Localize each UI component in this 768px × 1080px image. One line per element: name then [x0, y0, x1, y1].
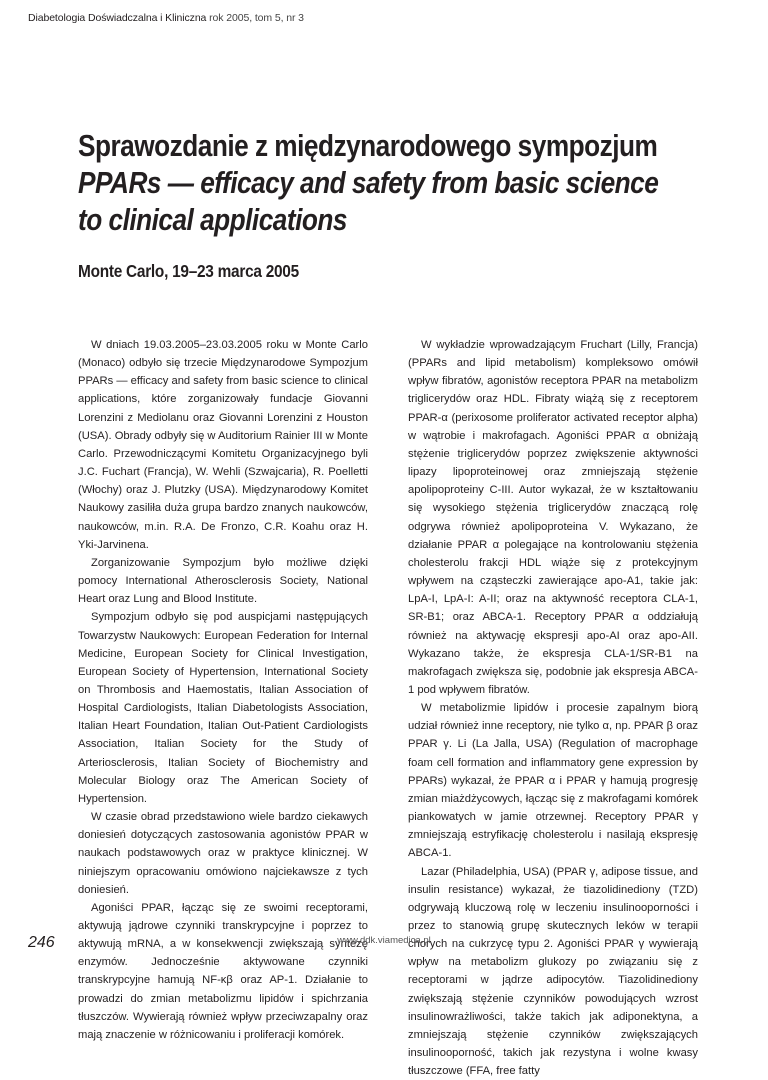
right-column: [408, 336, 698, 1080]
paragraph: W wykładzie wprowadzającym Fruchart (Lilly, Francja) (PPARs and lipid metabolism) kompleksowo omówił wpływ fibratów, agonistów receptora PPAR na metabolizm triglicerydów oraz HDL. Fibraty wiążą się z receptorem PPAR-α (perixosome proliferator activated receptor alpha) w wątrobie i makrofagach. Agoniści PPAR α obniżają stężenie triglicerydów poprzez zwiększenie aktywności lipazy lipoproteinowej oraz zmniejszają stężenie apolipoproteiny C-III. Autor wykazał, że w kształtowaniu się wysokiego stężenia triglicerydów znaczącą rolę odgrywa również apolipoproteina V. Wykazano, że działanie PPAR α polegające na kontrolowaniu stężenia cholesterolu frakcji HDL wiąże się z protekcyjnym wpływem na cząsteczki zawierające apo-A1, takie jak: LpA-I, LpA-I: A-II; oraz na aktywność receptora CLA-1, SR-B1; oraz ABCA-1. Receptory PPAR α oddziałują również na aktywację ekspresji apo-AI oraz apo-AII. Wykazano także, że ekspresja CLA-1/SR-B1 na makrofagach zwiększa się, podobnie jak ekspresja ABCA-1 pod wpływem fibratów.: [408, 339, 698, 696]
paragraph: Sympozjum odbyło się pod auspicjami następujących Towarzystw Naukowych: European Federation for Internal Medicine, European Society for Clinical Investigation, European Society of Hypertension, International Society on Thrombosis and Haemostatis, Italian Association of Hospital Cardiologists, Italian Diabetologists Association, Italian Heart Foundation, Italian Out-Patient Cardiologists Association, Italian Society for the Study of Arteriosclerosis, Italian Society of Biochemistry and Molecular Biology oraz The American Society of Hypertension.: [78, 611, 368, 805]
paragraph: Lazar (Philadelphia, USA) (PPAR γ, adipose tissue, and insulin resistance) wykazał, że tiazolidinediony (TZD) odgrywają kluczową rolę w leczeniu insulinooporności i przez to stanowią grupę skutecznych leków w terapii chorych na cukrzycę typu 2. Agoniści PPAR γ wywierają wpływ na metabolizm glukozy po związaniu się z receptorami w jądrze adipocytów. Tiazolidinediony zwiększają stężenie czynników powodujących wzrost insulinowrażliwości, także takich jak adiponektyna, a zmniejszają stężenie czynników zwiększających insulinooporność, takich jak rezystyna i wolne kwasy tłuszczowe (FFA, free fatty: [408, 865, 698, 1078]
title-line-1: Sprawozdanie z międzynarodowego sympozjum: [78, 129, 658, 163]
footer-url[interactable]: www.ddk.viamedica.pl: [337, 935, 431, 946]
title-line-3: to clinical applications: [78, 203, 347, 237]
journal-name: Diabetologia Doświadczalna i Kliniczna: [28, 12, 207, 24]
issue-info: rok 2005, tom 5, nr 3: [209, 12, 304, 24]
paragraph: W metabolizmie lipidów i procesie zapalnym biorą udział również inne receptory, nie tylko α, np. PPAR β oraz PPAR γ. Li (La Jalla, USA) (Regulation of macrophage foam cell formation and inflammatory gene expression by PPARs) wykazał, że PPAR α i PPAR γ hamują progresję zmian miażdżycowych, łącząc się z makrofagami komórek piankowatych w jamie otrzewnej. Receptory PPAR γ zmniejszają estryfikację cholesterolu i nasilają ekspresję ABCA-1.: [408, 702, 698, 860]
paragraph: Agoniści PPAR, łącząc się ze swoimi receptorami, aktywują jądrowe czynniki transkrypcyjne i poprzez to aktywują mRNA, a w konsekwencji zwiększają syntezę enzymów. Jednocześnie aktywowane czynniki transkrypcyjne hamują NF-κβ oraz AP-1. Działanie to prowadzi do zmian metabolizmu lipidów i spichrzania tłuszczów. Wywierają również wpływ przeciwzapalny oraz mają znaczenie w różnicowaniu i proliferacji komórek.: [78, 901, 368, 1041]
title-line-2: PPARs — efficacy and safety from basic science: [78, 166, 659, 200]
page-number: 246: [28, 934, 55, 951]
paragraph: W dniach 19.03.2005–23.03.2005 roku w Monte Carlo (Monaco) odbyło się trzecie Międzynarodowe Sympozjum PPARs — efficacy and safety from basic science to clinical applications, które zorganizowały fundacje Giovanni Lorenzini z Mediolanu oraz Giovanni Lorenzini z Houston (USA). Obrady odbyły się w Auditorium Rainier III w Monte Carlo. Przewodniczącymi Komitetu Organizacyjnego byli J.C. Fuchart (Francja), W. Wehli (Szwajcaria), R. Poelletti (Włochy) oraz J. Plutzky (USA). Międzynarodowy Komitet Naukowy zasiliła duża grupa bardzo znanych naukowców, naukowców, m.in. R.A. De Fronzo, C.R. Koahu oraz H. Yki-Jarvinena.: [78, 339, 368, 551]
article-title: [78, 128, 732, 239]
paragraph: Zorganizowanie Sympozjum było możliwe dzięki pomocy International Atherosclerosis Society, National Heart oraz Lung and Blood Institute.: [78, 556, 368, 606]
article-subtitle: Monte Carlo, 19–23 marca 2005: [78, 261, 299, 281]
paragraph: W czasie obrad przedstawiono wiele bardzo ciekawych doniesień dotyczących zastosowania agonistów PPAR w naukach podstawowych oraz w praktyce klinicznej. W niniejszym opracowaniu omówiono najciekawsze z tych doniesień.: [78, 811, 368, 896]
running-head: [28, 12, 304, 24]
